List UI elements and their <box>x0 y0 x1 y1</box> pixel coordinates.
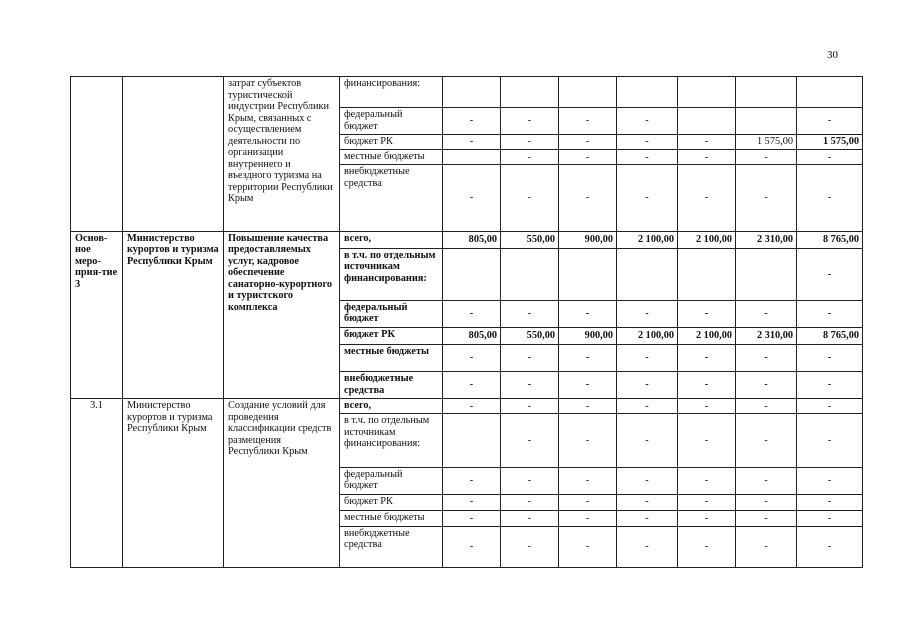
source-cell: федеральный бюджет <box>340 467 443 494</box>
value-cell: - <box>443 467 501 494</box>
value-cell: - <box>617 372 678 399</box>
value-cell: 2 310,00 <box>736 327 797 344</box>
value-cell <box>443 414 501 467</box>
value-cell: - <box>678 135 736 150</box>
value-cell: - <box>797 248 863 300</box>
source-cell: в т.ч. по отдельным источникам финансирования: <box>340 414 443 467</box>
financing-table <box>70 76 863 568</box>
source-cell: бюджет РК <box>340 135 443 150</box>
table-row <box>71 399 863 414</box>
value-cell: - <box>501 135 559 150</box>
value-cell <box>501 77 559 108</box>
source-cell: федеральный бюджет <box>340 300 443 327</box>
value-cell <box>559 248 617 300</box>
value-cell: - <box>797 467 863 494</box>
value-cell: - <box>443 526 501 567</box>
section-c <box>71 399 863 568</box>
value-cell: - <box>678 150 736 165</box>
value-cell: - <box>797 108 863 135</box>
value-cell: - <box>501 150 559 165</box>
value-cell: - <box>501 494 559 510</box>
source-cell: всего, <box>340 399 443 414</box>
value-cell: - <box>797 414 863 467</box>
value-cell: - <box>443 345 501 372</box>
source-cell: местные бюджеты <box>340 510 443 526</box>
source-cell: бюджет РК <box>340 494 443 510</box>
value-cell: - <box>617 467 678 494</box>
value-cell: - <box>678 467 736 494</box>
value-cell <box>559 77 617 108</box>
source-cell: федеральный бюджет <box>340 108 443 135</box>
number-cell: Основ-ное меро-прия-тие 3 <box>71 231 123 399</box>
source-cell: внебюджетные средства <box>340 372 443 399</box>
value-cell: - <box>678 414 736 467</box>
value-cell: - <box>617 108 678 135</box>
value-cell: 8 765,00 <box>797 327 863 344</box>
value-cell: - <box>678 300 736 327</box>
value-cell: 2 310,00 <box>736 231 797 248</box>
value-cell: 2 100,00 <box>678 231 736 248</box>
value-cell: - <box>617 494 678 510</box>
value-cell: 2 100,00 <box>678 327 736 344</box>
section-b <box>71 231 863 399</box>
executor-cell: Министерство курортов и туризма Республики Крым <box>123 231 224 399</box>
value-cell <box>797 77 863 108</box>
value-cell: - <box>736 372 797 399</box>
value-cell: - <box>443 135 501 150</box>
value-cell: - <box>617 150 678 165</box>
number-cell <box>71 77 123 232</box>
value-cell: - <box>501 108 559 135</box>
value-cell <box>443 150 501 165</box>
value-cell <box>736 248 797 300</box>
value-cell: - <box>559 108 617 135</box>
value-cell: 1 575,00 <box>797 135 863 150</box>
value-cell: - <box>617 300 678 327</box>
value-cell: - <box>736 467 797 494</box>
value-cell: - <box>678 510 736 526</box>
value-cell: - <box>736 165 797 231</box>
value-cell: - <box>678 165 736 231</box>
value-cell: - <box>559 300 617 327</box>
value-cell: - <box>797 494 863 510</box>
value-cell <box>501 248 559 300</box>
section-a <box>71 77 863 232</box>
value-cell: - <box>617 345 678 372</box>
value-cell: - <box>559 526 617 567</box>
value-cell: 2 100,00 <box>617 327 678 344</box>
value-cell: - <box>501 300 559 327</box>
value-cell: - <box>797 150 863 165</box>
value-cell: 900,00 <box>559 231 617 248</box>
value-cell <box>678 108 736 135</box>
value-cell: - <box>736 300 797 327</box>
value-cell: 550,00 <box>501 327 559 344</box>
value-cell: - <box>559 467 617 494</box>
value-cell: - <box>678 526 736 567</box>
value-cell: - <box>736 399 797 414</box>
value-cell <box>617 77 678 108</box>
value-cell: - <box>443 399 501 414</box>
value-cell <box>678 248 736 300</box>
source-cell: в т.ч. по отдельным источникам финансирования: <box>340 248 443 300</box>
value-cell: - <box>443 494 501 510</box>
value-cell: - <box>678 494 736 510</box>
table-row <box>71 231 863 248</box>
value-cell: - <box>501 467 559 494</box>
value-cell <box>736 77 797 108</box>
value-cell: - <box>559 135 617 150</box>
value-cell: - <box>559 414 617 467</box>
value-cell: - <box>617 165 678 231</box>
value-cell: - <box>501 345 559 372</box>
value-cell: - <box>797 526 863 567</box>
value-cell: - <box>559 494 617 510</box>
value-cell: - <box>797 300 863 327</box>
source-cell: внебюджетные средства <box>340 165 443 231</box>
value-cell: 805,00 <box>443 231 501 248</box>
source-cell: бюджет РК <box>340 327 443 344</box>
value-cell: - <box>797 399 863 414</box>
executor-cell: Министерство курортов и туризма Республики Крым <box>123 399 224 568</box>
value-cell: - <box>501 372 559 399</box>
table-row <box>71 77 863 108</box>
value-cell <box>443 77 501 108</box>
value-cell: - <box>736 526 797 567</box>
description-cell: затрат субъектов туристической индустрии Республики Крым, связанных с осуществлением деятельности по организации внутреннего и въездного туризма на территории Республики Крым <box>224 77 340 232</box>
value-cell: - <box>559 372 617 399</box>
value-cell: - <box>736 494 797 510</box>
description-cell: Создание условий для проведения классификации средств размещения Республики Крым <box>224 399 340 568</box>
value-cell: 2 100,00 <box>617 231 678 248</box>
value-cell: - <box>501 399 559 414</box>
value-cell: - <box>797 345 863 372</box>
value-cell: - <box>559 510 617 526</box>
description-cell: Повышение качества предоставляемых услуг, кадровое обеспечение санаторно-курортного и туристского комплекса <box>224 231 340 399</box>
value-cell: - <box>559 399 617 414</box>
value-cell: - <box>501 414 559 467</box>
value-cell <box>678 77 736 108</box>
value-cell <box>736 108 797 135</box>
value-cell: - <box>617 399 678 414</box>
value-cell: - <box>678 372 736 399</box>
value-cell: 8 765,00 <box>797 231 863 248</box>
value-cell: - <box>617 414 678 467</box>
value-cell: - <box>617 510 678 526</box>
value-cell: - <box>736 510 797 526</box>
value-cell: - <box>617 135 678 150</box>
value-cell: - <box>443 372 501 399</box>
value-cell: - <box>797 372 863 399</box>
value-cell <box>617 248 678 300</box>
executor-cell <box>123 77 224 232</box>
value-cell: - <box>501 526 559 567</box>
page-number: 30 <box>827 49 838 61</box>
value-cell: - <box>443 510 501 526</box>
number-cell: 3.1 <box>71 399 123 568</box>
value-cell: - <box>559 345 617 372</box>
source-cell: местные бюджеты <box>340 345 443 372</box>
value-cell: - <box>443 108 501 135</box>
value-cell: - <box>443 300 501 327</box>
value-cell: - <box>678 345 736 372</box>
value-cell: - <box>559 150 617 165</box>
value-cell: - <box>678 399 736 414</box>
value-cell: 550,00 <box>501 231 559 248</box>
value-cell: - <box>797 165 863 231</box>
value-cell: - <box>501 165 559 231</box>
value-cell: - <box>736 414 797 467</box>
source-cell: внебюджетные средства <box>340 526 443 567</box>
source-cell: местные бюджеты <box>340 150 443 165</box>
value-cell: - <box>501 510 559 526</box>
value-cell: - <box>736 150 797 165</box>
value-cell: - <box>797 510 863 526</box>
value-cell: - <box>443 165 501 231</box>
value-cell: - <box>736 345 797 372</box>
value-cell: 1 575,00 <box>736 135 797 150</box>
value-cell: 900,00 <box>559 327 617 344</box>
value-cell: - <box>559 165 617 231</box>
source-cell: всего, <box>340 231 443 248</box>
value-cell <box>443 248 501 300</box>
source-cell: финансирования: <box>340 77 443 108</box>
value-cell: 805,00 <box>443 327 501 344</box>
value-cell: - <box>617 526 678 567</box>
